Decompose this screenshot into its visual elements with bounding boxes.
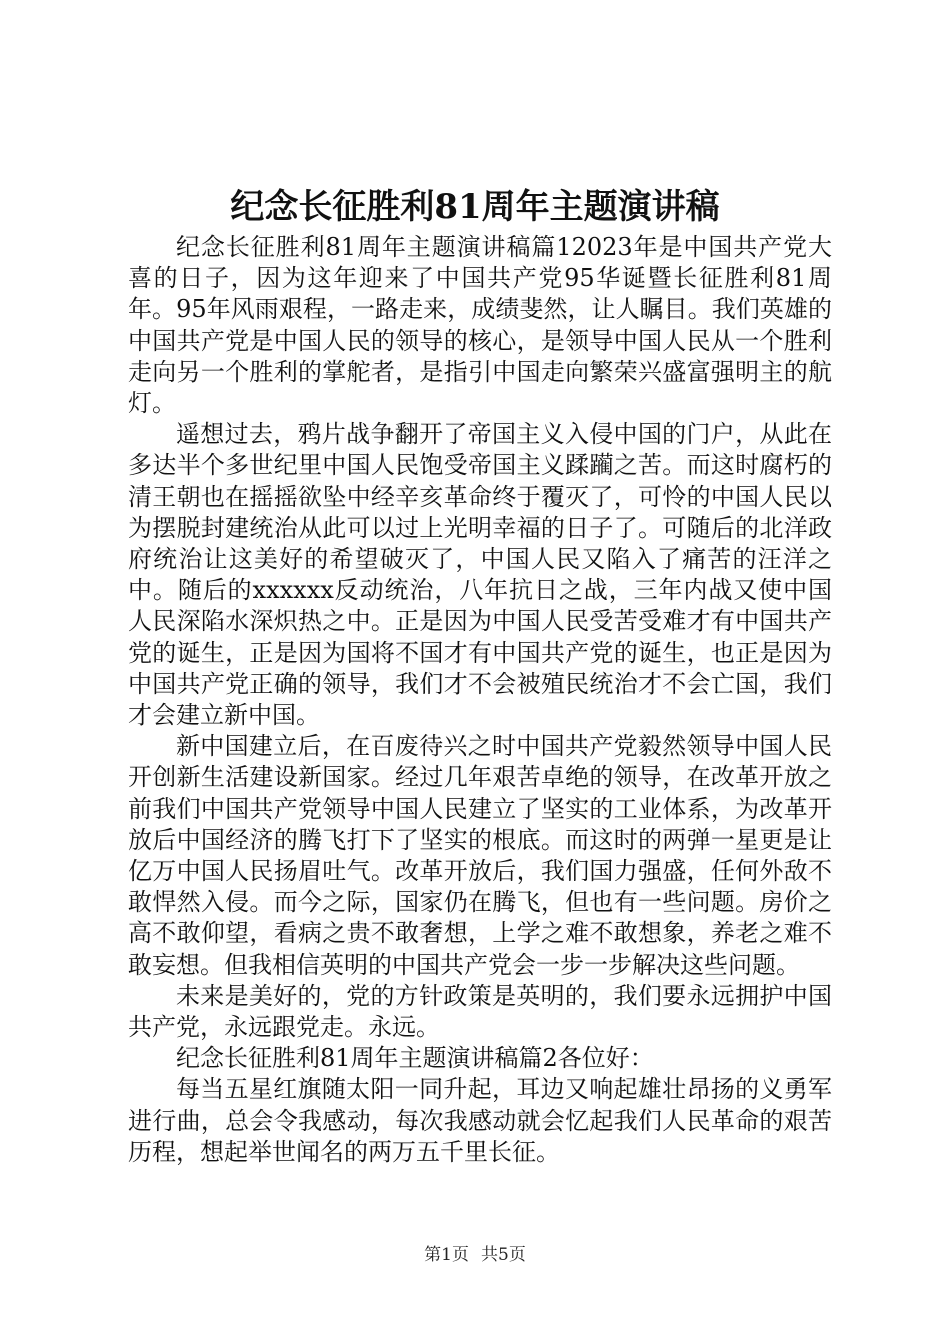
page-total: 共5页: [481, 1245, 526, 1265]
paragraph-5: 纪念长征胜利81周年主题演讲稿篇2各位好：: [176, 1044, 654, 1073]
page-footer: [0, 1243, 950, 1267]
paragraph-2: 遥想过去，鸦片战争翻开了帝国主义入侵中国的门户，从此在多达半个多世纪里中国人民饱受帝国主义蹂躏之苦。而这时腐朽的清王朝也在摇摇欲坠中经辛亥革命终于覆灭了，可怜的中国人民以为摆脱封建统治从此可以过上光明幸福的日子了。可随后的北洋政府统治让这美好的希望破灭了，中国人民又陷入了痛苦的汪洋之中。随后的xxxxxx反动统治，八年抗日之战，三年内战又使中国人民深陷水深炽热之中。正是因为中国人民受苦受难才有中国共产党的诞生，正是因为国将不国才有中国共产党的诞生，也正是因为中国共产党正确的领导，我们才不会被殖民统治才不会亡国，我们才会建立新中国。: [128, 420, 832, 730]
document-title: 纪念长征胜利81周年主题演讲稿: [230, 187, 720, 227]
paragraph-4: 未来是美好的，党的方针政策是英明的，我们要永远拥护中国共产党，永远跟党走。永远。: [128, 981, 832, 1042]
page-number: 第1页: [424, 1245, 469, 1265]
paragraph-1: 纪念长征胜利81周年主题演讲稿篇12023年是中国共产党大喜的日子，因为这年迎来了中国共产党95华诞暨长征胜利81周年。95年风雨艰程，一路走来，成绩斐然，让人瞩目。我们英雄的中国共产党是中国人民的领导的核心，是领导中国人民从一个胜利走向另一个胜利的掌舵者，是指引中国走向繁荣兴盛富强明主的航灯。: [128, 233, 832, 418]
paragraph-6: 每当五星红旗随太阳一同升起，耳边又响起雄壮昂扬的义勇军进行曲，总会令我感动，每次我感动就会忆起我们人民革命的艰苦历程，想起举世闻名的两万五千里长征。: [128, 1075, 832, 1166]
paragraph-3: 新中国建立后，在百废待兴之时中国共产党毅然领导中国人民开创新生活建设新国家。经过几年艰苦卓绝的领导，在改革开放之前我们中国共产党领导中国人民建立了坚实的工业体系，为改革开放后中国经济的腾飞打下了坚实的根底。而这时的两弹一星更是让亿万中国人民扬眉吐气。改革开放后，我们国力强盛，任何外敌不敢悍然入侵。而今之际，国家仍在腾飞，但也有一些问题。房价之高不敢仰望，看病之贵不敢奢想，上学之难不敢想象，养老之难不敢妄想。但我相信英明的中国共产党会一步一步解决这些问题。: [128, 732, 832, 979]
document-body: [128, 232, 832, 1168]
